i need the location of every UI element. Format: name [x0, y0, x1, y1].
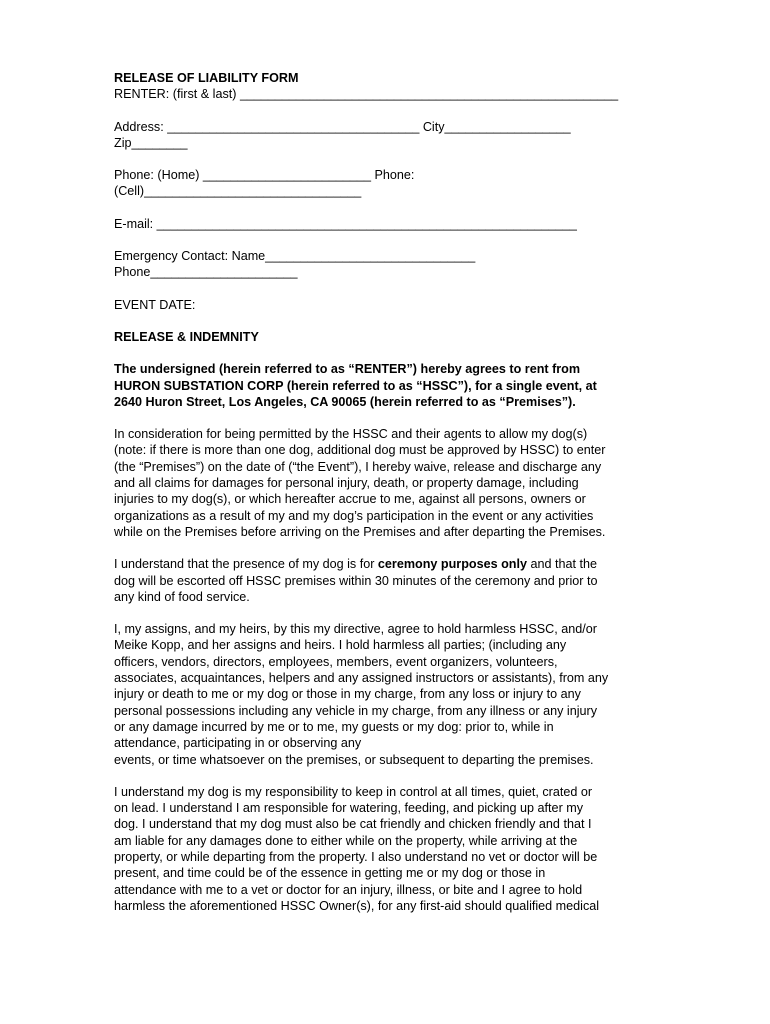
paragraph-line [114, 556, 662, 572]
paragraph-line: or any damage incurred by me or to me, my guests or my dog: prior to, while in [114, 719, 554, 734]
paragraph-line: attendance with me to a vet or doctor for an injury, illness, or bite and I agree to hold [114, 882, 583, 897]
paragraph-line: injuries to my dog(s), or which hereafter accrue to me, against all persons, owners or [114, 492, 586, 507]
hold-harmless-paragraph [114, 621, 662, 768]
paragraph-line: present, and time could be of the essence in getting me or my dog or those in [114, 866, 546, 881]
paragraph-line: In consideration for being permitted by the HSSC and their agents to allow my dog(s) [114, 427, 588, 442]
paragraph-line: I understand my dog is my responsibility to keep in control at all times, quiet, crated or [114, 784, 593, 799]
responsibility-paragraph [114, 784, 662, 914]
intro-line: The undersigned (herein referred to as “RENTER”) hereby agrees to rent from [114, 362, 581, 377]
paragraph-line: I, my assigns, and my heirs, by this my directive, agree to hold harmless HSSC, and/or [114, 622, 597, 637]
ceremony-text-pre: I understand that the presence of my dog is for [114, 557, 378, 572]
ceremony-emphasis: ceremony purposes only [377, 557, 527, 572]
zip-field: Zip________ [114, 135, 188, 150]
paragraph-line: (the “Premises”) on the date of (“the Event”), I hereby waive, release and discharge any [114, 459, 602, 474]
consideration-paragraph [114, 426, 662, 540]
section-heading: RELEASE & INDEMNITY [114, 329, 259, 344]
paragraph-line: dog will be escorted off HSSC premises within 30 minutes of the ceremony and prior to [114, 573, 598, 588]
address-field: Address: ____________________________________ City__________________ [114, 119, 571, 134]
paragraph-line: while on the Premises before arriving on the Premises and after departing the Premises. [114, 524, 606, 539]
paragraph-line: and all claims for damages for personal injury, death, or property damage, including [114, 476, 579, 491]
paragraph-line: harmless the aforementioned HSSC Owner(s), for any first-aid should qualified medical [114, 898, 600, 913]
paragraph-line: organizations as a result of my and my dog’s participation in the event or any activities [114, 508, 594, 523]
intro-line: HURON SUBSTATION CORP (herein referred to as “HSSC”), for a single event, at [114, 378, 597, 393]
paragraph-line: property, or while departing from the property. I also understand no vet or doctor will be [114, 849, 598, 864]
form-title: RELEASE OF LIABILITY FORM [114, 71, 299, 85]
paragraph-line: am liable for any damages done to either while on the property, while arriving at the [114, 833, 578, 848]
emergency-name-field: Emergency Contact: Name______________________________ [114, 249, 476, 264]
event-date-field: EVENT DATE: [114, 297, 196, 312]
paragraph-line: events, or time whatsoever on the premises, or subsequent to departing the premises. [114, 752, 594, 767]
ceremony-paragraph [114, 556, 662, 605]
ceremony-text-post: and that the [527, 557, 598, 572]
paragraph-line: any kind of food service. [114, 589, 250, 604]
phone-cell-field: (Cell)_______________________________ [114, 184, 362, 199]
paragraph-line: associates, acquaintances, helpers and any assigned instructors or assistants), from any [114, 671, 609, 686]
phone-home-field: Phone: (Home) ________________________ Phone: [114, 168, 415, 183]
paragraph-line: injury or death to me or my dog or those in my charge, from any loss or injury to any [114, 687, 581, 702]
paragraph-line: personal possessions including any vehicle in my charge, from any illness or any injury [114, 703, 597, 718]
paragraph-line: on lead. I understand I am responsible for watering, feeding, and picking up after my [114, 801, 584, 816]
email-field: E-mail: ____________________________________________________________ [114, 216, 577, 231]
release-form [114, 70, 662, 914]
paragraph-line: officers, vendors, directors, employees, members, event organizers, volunteers, [114, 654, 558, 669]
intro-paragraph [114, 361, 662, 410]
emergency-phone-field: Phone_____________________ [114, 265, 298, 280]
paragraph-line: (note: if there is more than one dog, additional dog must be approved by HSSC) to enter [114, 443, 606, 458]
paragraph-line: Meike Kopp, and her assigns and heirs. I hold harmless all parties; (including any [114, 638, 567, 653]
paragraph-line: dog. I understand that my dog must also be cat friendly and chicken friendly and that I [114, 817, 592, 832]
renter-field: RENTER: (first & last) ______________________________________________________ [114, 87, 619, 102]
paragraph-line: attendance, participating in or observing any [114, 736, 362, 751]
intro-line: 2640 Huron Street, Los Angeles, CA 90065 (herein referred to as “Premises”). [114, 394, 576, 409]
